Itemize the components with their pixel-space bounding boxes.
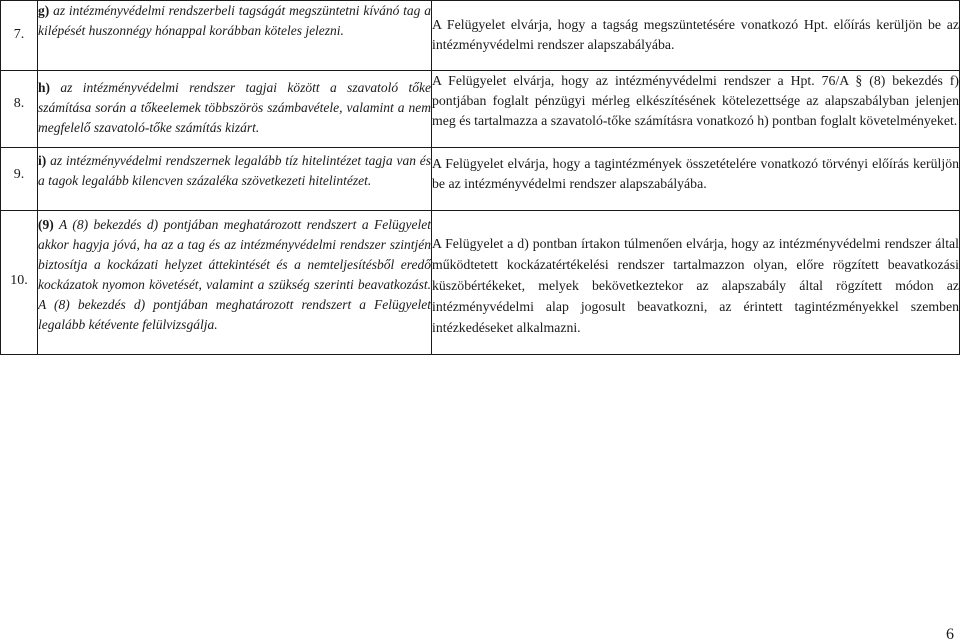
row-number: 8. bbox=[13, 96, 25, 111]
supervisory-expectation-cell bbox=[432, 1, 960, 71]
legal-text-body: A (8) bekezdés d) pontjában meghatározott rendszert a Felügyelet akkor hagyja jóvá, ha az a tag és az intézményvédelmi rendszer szintjén biztosítja a kockázati helyzet áttekintését és a nemteljesítésből eredő kockázatok nyomon követését, valamint a szükség szerinti beavatkozást. A (8) bekezdés d) pontjában meghatározott rendszert a Felügyelet legalább kétévente felülvizsgálja. bbox=[38, 217, 431, 332]
legal-text-body: az intézményvédelmi rendszerbeli tagságát megszüntetni kívánó tag a kilépését huszonnégy hónappal korábban köteles jelezni. bbox=[38, 3, 432, 38]
supervisory-expectation-cell bbox=[432, 211, 960, 355]
legal-text-cell bbox=[38, 71, 432, 148]
legal-text-marker: i) bbox=[38, 153, 47, 168]
legal-text-cell bbox=[38, 211, 432, 355]
supervisory-expectation-cell bbox=[432, 71, 960, 148]
legal-text-marker: h) bbox=[38, 80, 51, 95]
row-number: 9. bbox=[13, 167, 25, 182]
page-number: 6 bbox=[946, 626, 954, 643]
legal-text bbox=[38, 151, 431, 191]
legal-text bbox=[38, 215, 431, 335]
supervisory-expectation: A Felügyelet elvárja, hogy a tagság megszüntetésére vonatkozó Hpt. előírás kerüljön be az intézményvédelmi rendszer alapszabályába. bbox=[432, 17, 959, 52]
legal-text-body: az intézményvédelmi rendszer tagjai között a szavatoló tőke számítása során a tőkeelemek többszörös számbavétele, valamint a nem megfelelő szavatoló-tőke számítás kizárt. bbox=[38, 80, 432, 135]
row-number-cell bbox=[1, 211, 38, 355]
supervisory-expectation: A Felügyelet elvárja, hogy a tagintézmények összetételére vonatkozó törvényi előírás kerüljön be az intézményvédelmi rendszer alapszabályába. bbox=[432, 156, 959, 191]
row-number-cell bbox=[1, 1, 38, 71]
row-number-cell bbox=[1, 148, 38, 211]
table-row bbox=[1, 71, 960, 148]
supervisory-expectation-cell bbox=[432, 148, 960, 211]
legal-text-cell bbox=[38, 148, 432, 211]
legal-text-cell bbox=[38, 1, 432, 71]
table-row bbox=[1, 1, 960, 71]
legal-text bbox=[38, 78, 431, 138]
row-number: 10. bbox=[10, 273, 28, 288]
supervisory-expectation: A Felügyelet a d) pontban írtakon túlmenően elvárja, hogy az intézményvédelmi rendszer által működtetett kockázatértékelési rendszer tartalmazzon olyan, előre rögzített beavatkozási küszöbértékeket, melyek bekövetkeztekor az alapszabály által rögzített módon az intézményvédelmi alap jogosult beavatkozni, az érintett tagintézményekkel szemben intézkedéseket alkalmazni. bbox=[432, 236, 959, 335]
legal-text-marker: g) bbox=[38, 3, 50, 18]
legal-text-marker: (9) bbox=[38, 217, 54, 232]
row-number: 7. bbox=[13, 27, 25, 42]
row-number-cell bbox=[1, 71, 38, 148]
legal-text-body: az intézményvédelmi rendszernek legalább tíz hitelintézet tagja van és a tagok legalább kilencven százaléka szövetkezeti hitelintézet. bbox=[38, 153, 432, 188]
table-row bbox=[1, 211, 960, 355]
table-row bbox=[1, 148, 960, 211]
legal-text bbox=[38, 1, 431, 41]
supervisory-expectation: A Felügyelet elvárja, hogy az intézményvédelmi rendszer a Hpt. 76/A § (8) bekezdés f) pontjában foglalt pénzügyi mérleg elkészítésének kötelezettsége az alapszabályban jelenjen meg és tartalmazza a szavatoló-tőke számításra vonatkozó h) pontban foglalt követelményeket. bbox=[432, 73, 959, 128]
